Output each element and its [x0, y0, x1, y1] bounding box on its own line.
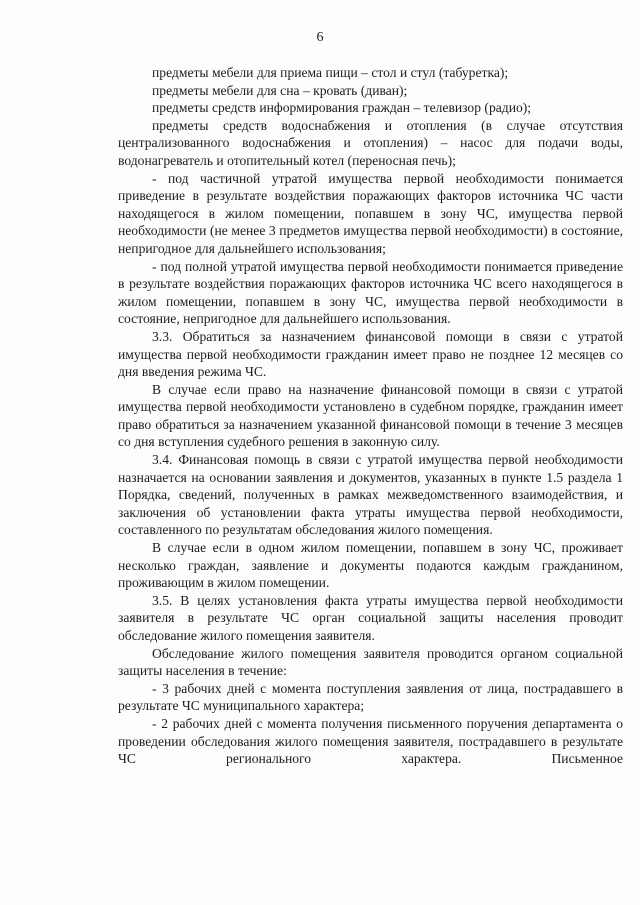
- paragraph-clause-3-5: 3.5. В целях установления факта утраты имущества первой необходимости заявителя в результате ЧС орган социальной защиты населения проводит обследование жилого помещения заявителя.: [118, 592, 623, 643]
- paragraph-furniture-sleeping: предметы мебели для сна – кровать (диван);: [152, 82, 408, 98]
- paragraph-information-items: предметы средств информирования граждан – телевизор (радио);: [152, 100, 532, 116]
- paragraph-clause-3-4: 3.4. Финансовая помощь в связи с утратой имущества первой необходимости назначается на основании заявления и документов, указанных в пункте 1.5 раздела 1 Порядка, сведений, полученных в рамках межведомственного взаимодействия, и заключения об установлении факта утраты имущества первой необходимости, составленного по результатам обследования жилого помещения.: [118, 452, 623, 538]
- paragraph-municipal-period: - 3 рабочих дней с момента поступления заявления от лица, пострадавшего в результате ЧС муниципального характера;: [118, 680, 623, 714]
- paragraph-partial-loss-definition: - под частичной утратой имущества первой необходимости понимается приведение в результате воздействия поражающих факторов источника ЧС части находящегося в жилом помещении, попавшем в зону ЧС, имущества первой необходимости (не менее 3 предметов имущества первой необходимости) в состояние, непригодное для дальнейшего использования;: [118, 170, 623, 256]
- page-number: 6: [316, 30, 324, 45]
- paragraph-court-established-right: В случае если право на назначение финансовой помощи в связи с утратой имущества первой необходимости установлено в судебном порядке, гражданин имеет право обратиться за назначением указанной финансовой помощи в течение 3 месяцев со дня вступления судебного решения в законную силу.: [118, 381, 623, 450]
- paragraph-full-loss-definition: - под полной утратой имущества первой необходимости понимается приведение в результате воздействия поражающих факторов источника ЧС всего находящегося в жилом помещении, попавшем в зону ЧС, имущества первой необходимости в состояние, непригодное для дальнейшего использования.: [118, 258, 623, 327]
- paragraph-furniture-eating: предметы мебели для приема пищи – стол и стул (табуретка);: [152, 65, 509, 80]
- document-body: [118, 64, 623, 768]
- paragraph-inspection-period: Обследование жилого помещения заявителя проводится органом социальной защиты населения в течение:: [118, 645, 623, 679]
- paragraph-water-heating-items: предметы средств водоснабжения и отопления (в случае отсутствия централизованного водоснабжения и отопления) – насос для подачи воды, водонагреватель и отопительный котел (переносная печь);: [118, 117, 623, 168]
- paragraph-regional-period: - 2 рабочих дней с момента получения письменного поручения департамента о проведении обследования жилого помещения заявителя, пострадавшего в результате ЧС регионального характера. Письменное: [118, 715, 623, 767]
- paragraph-clause-3-3: 3.3. Обратиться за назначением финансовой помощи в связи с утратой имущества первой необходимости гражданин имеет право не позднее 12 месяцев со дня введения режима ЧС.: [118, 328, 623, 380]
- paragraph-multiple-residents: В случае если в одном жилом помещении, попавшем в зону ЧС, проживает несколько граждан, заявление и документы подаются каждым гражданином, проживающим в жилом помещении.: [118, 540, 623, 591]
